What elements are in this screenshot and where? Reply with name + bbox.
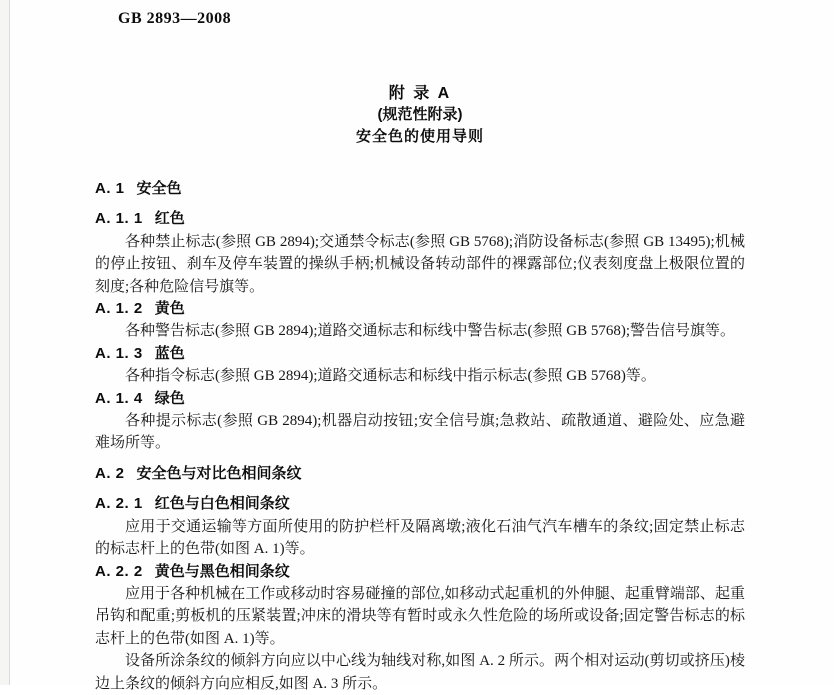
paragraph: 各种提示标志(参照 GB 2894);机器启动按钮;安全信号旗;急救站、疏散通道、避险处、应急避难场所等。 bbox=[95, 413, 745, 452]
section-heading bbox=[95, 493, 745, 515]
paragraph: 各种指令标志(参照 GB 2894);道路交通标志和标线中指示标志(参照 GB 5768)等。 bbox=[125, 368, 656, 385]
section-number: A. 1. 1 bbox=[95, 210, 143, 228]
document-body bbox=[95, 148, 745, 695]
paragraph: 设备所涂条纹的倾斜方向应以中心线为轴线对称,如图 A. 2 所示。两个相对运动(剪切或挤压)棱边上条纹的倾斜方向应相反,如图 A. 3 所示。 bbox=[95, 653, 745, 692]
paragraph: 应用于交通运输等方面所使用的防护栏杆及隔离墩;液化石油气汽车槽车的条纹;固定禁止标志的标志杆上的色带(如图 A. 1)等。 bbox=[95, 518, 745, 558]
section-title: 安全色与对比色相间条纹 bbox=[136, 464, 302, 482]
section-number: A. 2. 1 bbox=[95, 495, 143, 513]
section-number: A. 1. 3 bbox=[95, 344, 143, 362]
standard-number: GB 2893—2008 bbox=[118, 10, 232, 27]
section-title: 绿色 bbox=[154, 389, 185, 407]
appendix-heading: 安全色的使用导则 bbox=[355, 128, 484, 145]
section-title: 红色 bbox=[154, 210, 185, 228]
section-heading bbox=[95, 463, 745, 485]
section-number: A. 1. 2 bbox=[95, 300, 143, 318]
section-title: 黄色与黑色相间条纹 bbox=[154, 562, 290, 580]
section-title: 红色与白色相间条纹 bbox=[154, 495, 290, 513]
section-number: A. 2 bbox=[95, 464, 125, 482]
section-heading bbox=[95, 208, 745, 230]
paragraph: 各种禁止标志(参照 GB 2894);交通禁令标志(参照 GB 5768);消防设备标志(参照 GB 13495);机械的停止按钮、刹车及停车装置的操纵手柄;机械设备转动部件的裸露部位;仪表刻度盘上极限位置的刻度;各种危险信号旗等。 bbox=[95, 233, 745, 295]
page-left-scan-edge bbox=[0, 0, 10, 685]
section-title: 蓝色 bbox=[154, 344, 185, 362]
section-number: A. 1 bbox=[95, 180, 125, 197]
document-content bbox=[95, 84, 745, 695]
appendix-subtitle: (规范性附录) bbox=[377, 106, 463, 123]
paragraph: 应用于各种机械在工作或移动时容易碰撞的部位,如移动式起重机的外伸腿、起重臂端部、起重吊钩和配重;剪板机的压紧装置;冲床的滑块等有暂时或永久性危险的场所或设备;固定警告标志的标志杆上的色带(如图 A. 1)等。 bbox=[95, 585, 745, 647]
section-heading bbox=[95, 388, 745, 410]
section-heading bbox=[95, 178, 745, 200]
section-heading bbox=[95, 343, 745, 365]
section-heading bbox=[95, 298, 745, 320]
section-title: 安全色 bbox=[136, 180, 182, 197]
appendix-title-block bbox=[95, 84, 745, 148]
paragraph: 各种警告标志(参照 GB 2894);道路交通标志和标线中警告标志(参照 GB 5768);警告信号旗等。 bbox=[125, 323, 735, 340]
section-heading bbox=[95, 561, 745, 583]
section-number: A. 1. 4 bbox=[95, 389, 143, 407]
section-title: 黄色 bbox=[154, 300, 185, 318]
section-number: A. 2. 2 bbox=[95, 562, 143, 580]
appendix-title: 附 录 A bbox=[388, 85, 452, 102]
